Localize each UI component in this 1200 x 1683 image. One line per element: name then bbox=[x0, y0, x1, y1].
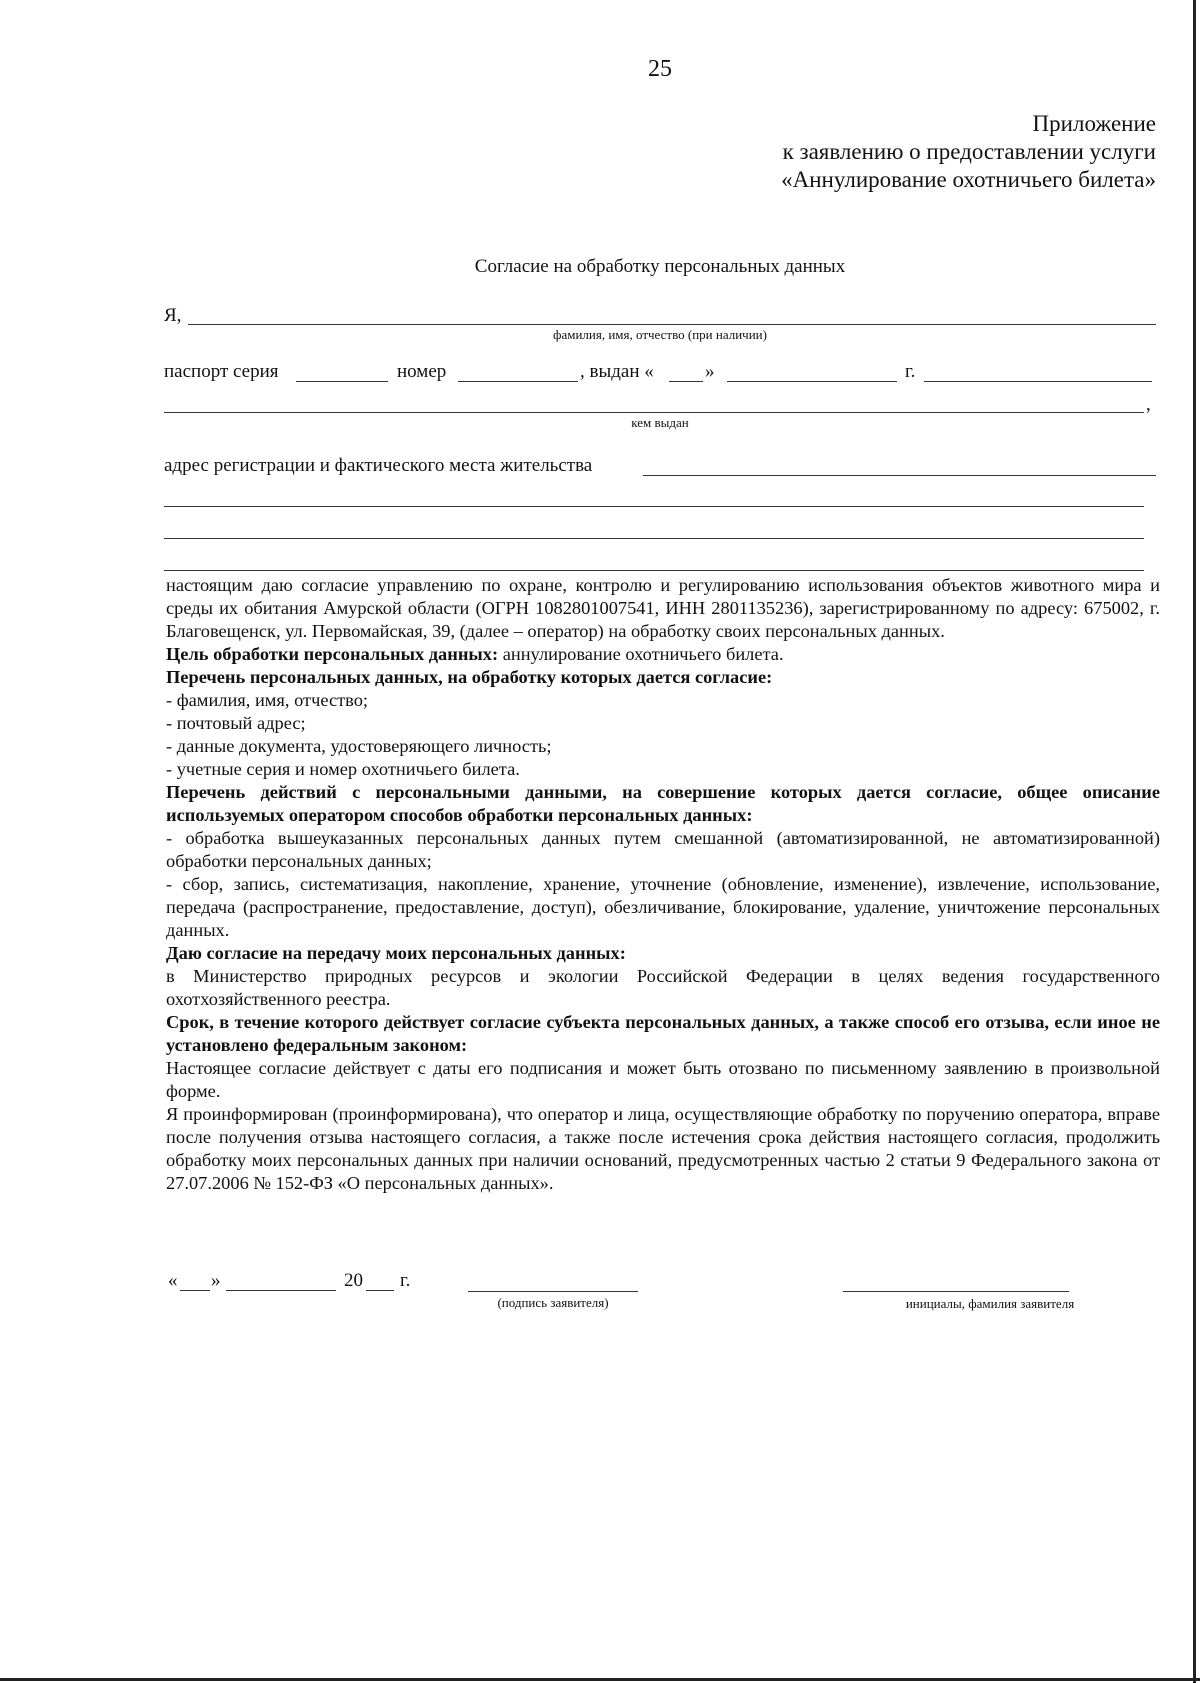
address-field-3[interactable] bbox=[164, 538, 1144, 539]
term-text: Настоящее согласие действует с даты его подписания и может быть отозвано по письменному заявлению в произвольной форме. bbox=[166, 1058, 1160, 1101]
date-month-field[interactable] bbox=[226, 1290, 336, 1291]
transfer-text: в Министерство природных ресурсов и экологии Российской Федерации в целях ведения государственного охотхозяйственного реестра. bbox=[166, 966, 1160, 1009]
date-year-suffix: г. bbox=[400, 1270, 411, 1291]
date-year-field[interactable] bbox=[366, 1290, 394, 1291]
passport-series-label: паспорт серия bbox=[164, 361, 279, 382]
passport-series-field[interactable] bbox=[296, 381, 388, 382]
data-list-heading: Перечень персональных данных, на обработку которых дается согласие: bbox=[166, 667, 773, 687]
document-title: Согласие на обработку персональных данных bbox=[474, 256, 846, 277]
issued-quote-close: » bbox=[705, 361, 715, 382]
issued-by-comma: , bbox=[1146, 394, 1151, 415]
purpose-label: Цель обработки персональных данных: bbox=[166, 644, 499, 664]
year-label: г. bbox=[905, 361, 916, 382]
actions-item: - сбор, запись, систематизация, накопление, хранение, уточнение (обновление, изменение), извлечение, использование, передача (распространение, предоставление, доступ), обезличивание, блокирование, удаление, уничтожение персональных данных. bbox=[166, 874, 1160, 940]
page-border-right bbox=[1193, 0, 1196, 1683]
applicant-name-field[interactable] bbox=[843, 1291, 1069, 1292]
fio-caption: фамилия, имя, отчество (при наличии) bbox=[553, 327, 767, 342]
issued-month-field[interactable] bbox=[727, 381, 897, 382]
informed-text: Я проинформирован (проинформирована), что оператор и лица, осуществляющие обработку по поручению оператора, вправе после получения отзыва настоящего согласия, а также после истечения срока действия настоящего согласия, продолжить обработку моих персональных данных при наличии оснований, предусмотренных частью 2 статьи 9 Федерального закона от 27.07.2006 № 152-ФЗ «О персональных данных». bbox=[166, 1104, 1160, 1193]
passport-number-label: номер bbox=[397, 361, 447, 382]
address-field-1[interactable] bbox=[643, 475, 1156, 476]
data-list-item: - учетные серия и номер охотничьего билета. bbox=[166, 759, 520, 779]
address-field-4[interactable] bbox=[164, 570, 1144, 571]
term-heading: Срок, в течение которого действует согласие субъекта персональных данных, а также способ его отзыва, если иное не установлено федеральным законом: bbox=[166, 1012, 1160, 1055]
address-field-2[interactable] bbox=[164, 506, 1144, 507]
passport-number-field[interactable] bbox=[458, 381, 578, 382]
actions-heading: Перечень действий с персональными данными, на совершение которых дается согласие, общее описание используемых оператором способов обработки персональных данных: bbox=[166, 782, 1160, 825]
issued-day-field[interactable] bbox=[669, 381, 703, 382]
date-year-prefix: 20 bbox=[344, 1270, 363, 1291]
appendix-line-1: Приложение bbox=[1032, 111, 1156, 136]
issued-by-field[interactable] bbox=[164, 412, 1144, 413]
purpose-paragraph bbox=[166, 643, 1160, 666]
purpose-text: аннулирование охотничьего билета. bbox=[498, 644, 784, 664]
address-label: адрес регистрации и фактического места жительства bbox=[164, 455, 593, 476]
appendix-line-3: «Аннулирование охотничьего билета» bbox=[781, 167, 1156, 192]
fio-field[interactable] bbox=[188, 324, 1156, 325]
consent-body bbox=[166, 574, 1160, 1195]
data-list-item: - почтовый адрес; bbox=[166, 713, 306, 733]
date-day-field[interactable] bbox=[180, 1290, 210, 1291]
transfer-heading: Даю согласие на передачу моих персональных данных: bbox=[166, 943, 626, 963]
applicant-name-caption: инициалы, фамилия заявителя bbox=[905, 1296, 1075, 1311]
actions-item: - обработка вышеуказанных персональных данных путем смешанной (автоматизированной, не автоматизированной) обработки персональных данных; bbox=[166, 828, 1160, 871]
appendix-block bbox=[781, 110, 1156, 194]
data-list-item: - фамилия, имя, отчество; bbox=[166, 690, 369, 710]
date-close-quote: » bbox=[211, 1270, 221, 1291]
issued-by-caption: кем выдан bbox=[631, 415, 689, 430]
date-open-quote: « bbox=[168, 1270, 178, 1291]
data-list-item: - данные документа, удостоверяющего личность; bbox=[166, 736, 552, 756]
page-border-bottom bbox=[0, 1678, 1200, 1681]
ya-label: Я, bbox=[164, 305, 182, 326]
page-number: 25 bbox=[648, 56, 672, 82]
issued-year-field[interactable] bbox=[924, 381, 1152, 382]
intro-paragraph: настоящим даю согласие управлению по охране, контролю и регулированию использования объектов животного мира и среды их обитания Амурской области (ОГРН 1082801007541, ИНН 2801135236), зарегистрированному по адресу: 675002, г. Благовещенск, ул. Первомайская, 39, (далее – оператор) на обработку своих персональных данных. bbox=[166, 575, 1160, 641]
issued-label: , выдан « bbox=[580, 361, 654, 382]
signature-caption: (подпись заявителя) bbox=[497, 1295, 609, 1310]
appendix-line-2: к заявлению о предоставлении услуги bbox=[782, 139, 1156, 164]
signature-field[interactable] bbox=[468, 1291, 638, 1292]
